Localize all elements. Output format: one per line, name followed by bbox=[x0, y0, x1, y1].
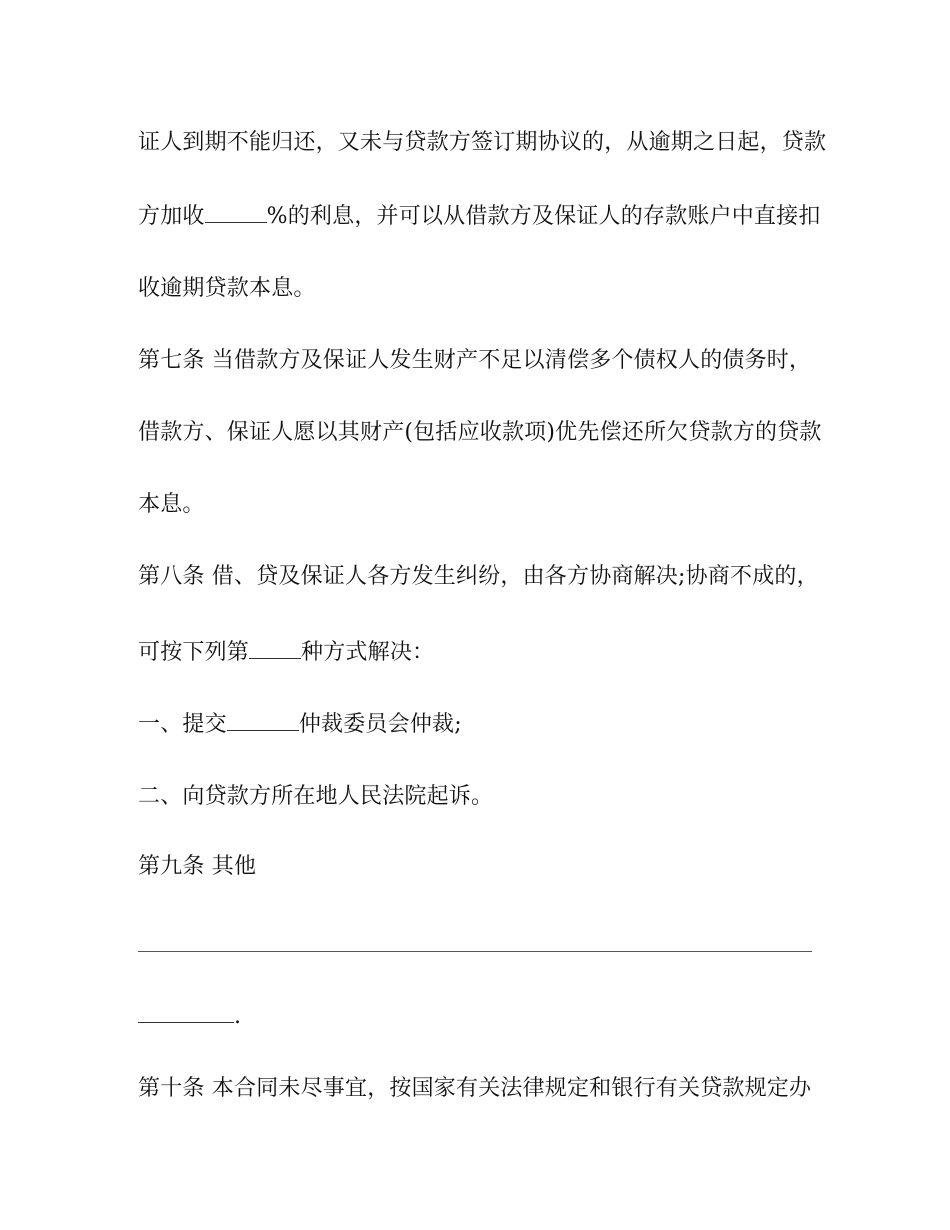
article-heading-line bbox=[138, 346, 818, 376]
line-text: 种方式解决： bbox=[301, 640, 435, 665]
text-line-with-blank bbox=[138, 710, 818, 740]
article-heading-line bbox=[138, 562, 818, 592]
fill-in-blank[interactable] bbox=[249, 640, 301, 659]
line-prefix: 一、提交 bbox=[138, 712, 227, 737]
line-text: %的利息，并可以从借款方及保证人的存款账户中直接扣 bbox=[266, 204, 821, 229]
line-text: 第九条 其他 bbox=[138, 854, 257, 879]
text-line-with-blank bbox=[138, 202, 821, 232]
text-line-with-blank bbox=[138, 638, 818, 668]
fill-in-blank[interactable] bbox=[227, 712, 299, 731]
line-text: 二、向贷款方所在地人民法院起诉。 bbox=[138, 784, 494, 809]
line-prefix: 可按下列第 bbox=[138, 640, 250, 665]
text-line-with-blank bbox=[138, 1002, 818, 1032]
article-heading-line bbox=[138, 852, 818, 882]
line-text: 证人到期不能归还，又未与贷款方签订期协议的，从逾期之日起，贷款 bbox=[138, 130, 827, 155]
line-text: 第八条 借、贷及保证人各方发生纠纷，由各方协商解决;协商不成的， bbox=[138, 564, 819, 589]
text-line bbox=[138, 782, 818, 812]
fill-in-rule[interactable] bbox=[138, 951, 812, 952]
line-text: . bbox=[234, 1004, 242, 1029]
fill-in-blank[interactable] bbox=[138, 1004, 234, 1023]
text-line bbox=[138, 490, 818, 520]
line-text: 借款方、保证人愿以其财产(包括应收款项)优先偿还所欠贷款方的贷款 bbox=[138, 420, 822, 445]
line-text: 第七条 当借款方及保证人发生财产不足以清偿多个债权人的债务时， bbox=[138, 348, 812, 373]
text-line bbox=[138, 274, 818, 304]
line-text: 本息。 bbox=[138, 492, 205, 517]
line-prefix: 方加收 bbox=[138, 204, 205, 229]
fill-in-blank[interactable] bbox=[205, 204, 267, 223]
line-text: 收逾期贷款本息。 bbox=[138, 276, 316, 301]
text-line bbox=[138, 418, 822, 448]
text-line bbox=[138, 128, 827, 158]
line-text: 仲裁委员会仲裁; bbox=[298, 712, 462, 737]
article-heading-line bbox=[138, 1074, 818, 1104]
line-text: 第十条 本合同未尽事宜，按国家有关法律规定和银行有关贷款规定办 bbox=[138, 1076, 812, 1101]
